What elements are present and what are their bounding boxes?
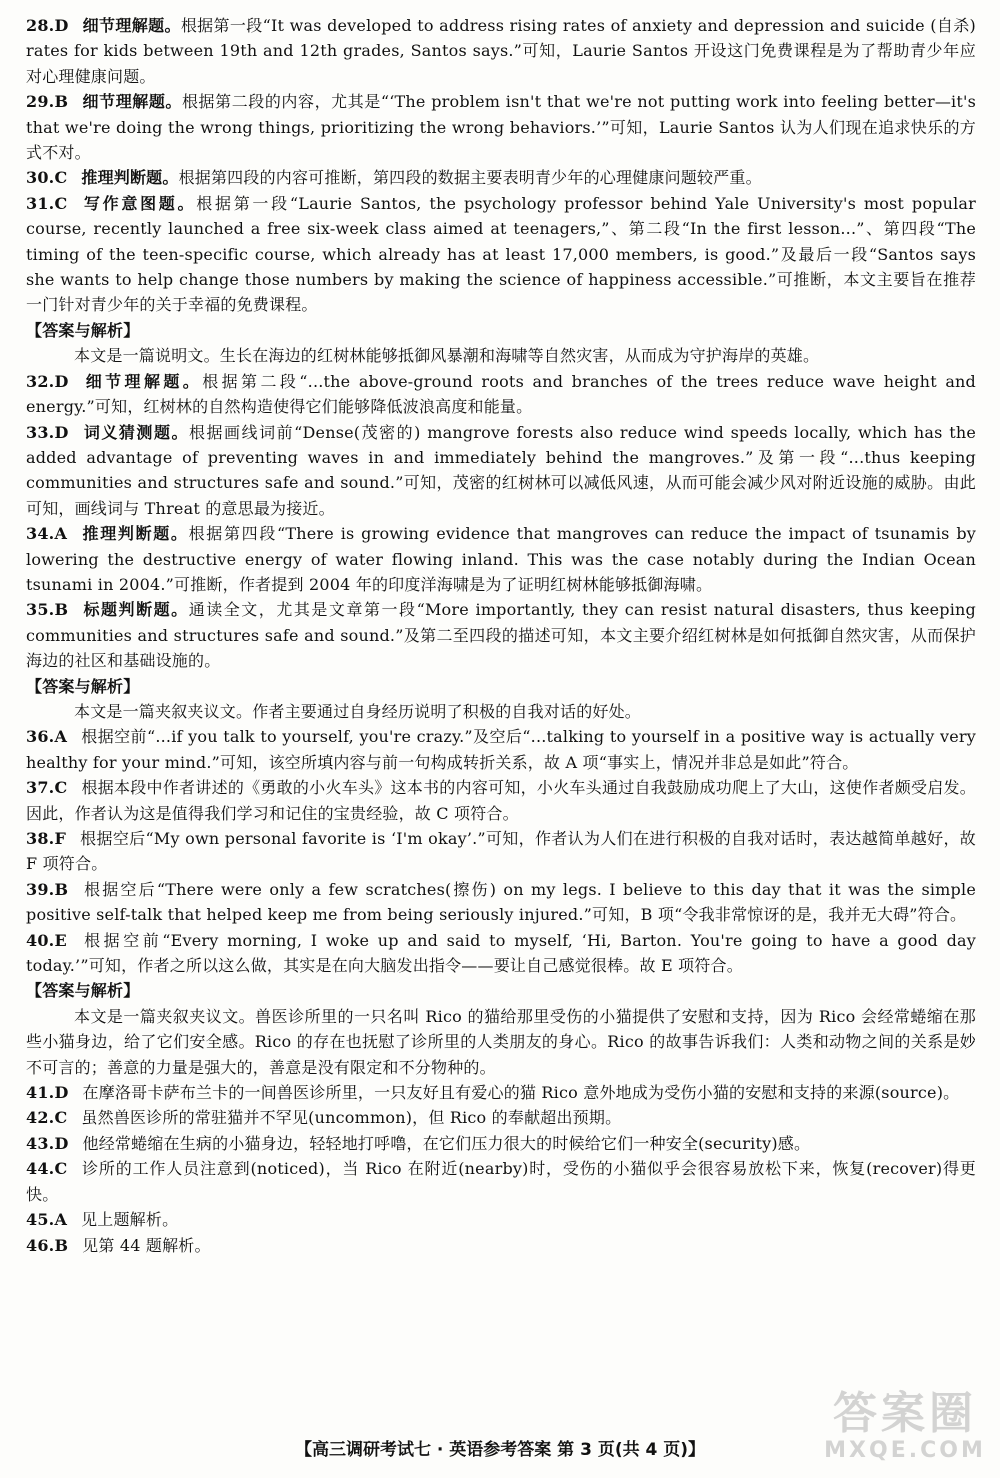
section-c [26, 674, 976, 979]
answer-item-32: 32.D 细节理解题。根据第二段“...the above-ground roots and branches of the trees reduce wave height and energy.”可知，红树林的自然构造使得它们能够降低波浪高度和能量。 [26, 371, 977, 417]
answer-item-39: 39.B 根据空后“There were only a few scratches(擦伤) on my legs. I believe to this day that it was the simple positive self-talk that helped keep me from being seriously injured.”可知，B 项“令我非常惊讶的是，我并无大碍”符合。 [26, 879, 976, 925]
answer-item-33: 33.D 词义猜测题。根据画线词前“Dense(茂密的) mangrove forests also reduce wind speeds locally, which has the added advantage of preventing waves in and immediately behind the mangroves.”及第一段“...thus keeping communities and structures safe and sound.”可知，茂密的红树林可以减低风速，从而可能会减少风对附近设施的威胁。由此可知，画线词与 Threat 的意思最为接近。 [26, 422, 977, 518]
answer-item-31: 31.C 写作意图题。根据第一段“Laurie Santos, the psychology professor behind Yale University's most popular course, recently launched a free six-week class aimed at teenagers,”、第二段“In the first lesson...”、第四段“The timing of the teen-specific course, which already has at least 17,000 members, is good.”及最后一段“Santos says she wants to help change those numbers by making the science of happiness accessible.”可推断，本文主要旨在推荐一门针对青少年的关于幸福的免费课程。 [26, 193, 977, 315]
section-heading: 【答案与解析】 [26, 676, 140, 696]
section-intro: 本文是一篇夹叙夹议文。作者主要通过自身经历说明了积极的自我对话的好处。 [74, 701, 642, 721]
watermark-logo [820, 1390, 990, 1470]
answer-item-41: 41.D 在摩洛哥卡萨布兰卡的一间兽医诊所里，一只友好且有爱心的猫 Rico 意外地成为受伤小猫的安慰和支持的来源(source)。 [26, 1083, 960, 1103]
answer-item-36: 36.A 根据空前“...if you talk to yourself, you're crazy.”及空后“...talking to yourself in a positive way is actually very healthy for your mind.”可知，该空所填内容与前一句构成转折关系，故 A 项“事实上，情况并非总是如此”符合。 [26, 727, 976, 772]
page-footer: 【高三调研考试七 · 英语参考答案 第 3 页(共 4 页)】 [294, 1440, 706, 1460]
section-intro: 本文是一篇夹叙夹议文。兽医诊所里的一只名叫 Rico 的猫给那里受伤的小猫提供了安慰和支持，因为 Rico 会经常蜷缩在那些小猫身边，给了它们安全感。Rico 的存在也抚慰了诊所里的人类朋友的身心。Rico 的故事告诉我们：人类和动物之间的关系是妙不可言的；善意的力量是强大的，善意是没有限定和不分物种的。 [26, 1006, 976, 1077]
answer-item-42: 42.C 虽然兽医诊所的常驻猫并不罕见(uncommon)，但 Rico 的奉献超出预期。 [26, 1108, 622, 1128]
section-d [26, 978, 976, 1257]
section-b [26, 318, 976, 674]
answer-item-34: 34.A 推理判断题。根据第四段“There is growing evidence that mangroves can reduce the impact of tsunamis by lowering the destructive energy of water flowing inland. This was the case notably during the Indian Ocean tsunami in 2004.”可推断，作者提到 2004 年的印度洋海啸是为了证明红树林能够抵御海啸。 [26, 524, 977, 594]
answer-item-28: 28.D 细节理解题。根据第一段“It was developed to address rising rates of anxiety and depression and suicide (自杀) rates for kids between 19th and 12th grades, Santos says.”可知，Laurie Santos 开设这门免费课程是为了帮助青少年应对心理健康问题。 [26, 16, 976, 86]
answer-item-46: 46.B 见第 44 题解析。 [26, 1235, 211, 1255]
answer-item-38: 38.F 根据空后“My own personal favorite is ‘I'm okay’.”可知，作者认为人们在进行积极的自我对话时，表达越简单越好，故 F 项符合。 [26, 829, 976, 874]
watermark-line2: MXQE.COM [824, 1438, 986, 1463]
answer-item-37: 37.C 根据本段中作者讲述的《勇敢的小火车头》这本书的内容可知，小火车头通过自我鼓励成功爬上了大山，这使作者颇受启发。因此，作者认为这是值得我们学习和记住的宝贵经验，故 C 项符合。 [26, 778, 976, 823]
answer-item-44: 44.C 诊所的工作人员注意到(noticed)，当 Rico 在附近(nearby)时，受伤的小猫似乎会很容易放松下来，恢复(recover)得更快。 [26, 1159, 976, 1204]
section-a [26, 13, 976, 318]
watermark-line1: 答案圈 [833, 1388, 977, 1439]
section-heading: 【答案与解析】 [26, 981, 140, 1001]
answer-item-35: 35.B 标题判断题。通读全文，尤其是文章第一段“More importantly, they can resist natural disasters, thus keeping communities and structures safe and sound.”及第二至四段的描述可知，本文主要介绍红树林是如何抵御自然灾害，从而保护海边的社区和基础设施的。 [26, 600, 977, 671]
answer-item-40: 40.E 根据空前“Every morning, I woke up and said to myself, ‘Hi, Barton. You're going to have a good day today.’”可知，作者之所以这么做，其实是在向大脑发出指令——要让自己感觉很棒。故 E 项符合。 [26, 930, 976, 976]
answer-item-29: 29.B 细节理解题。根据第二段的内容，尤其是“‘The problem isn't that we're not putting work into feeling better—it's that we're doing the wrong things, prioritizing the wrong behaviors.’”可知，Laurie Santos 认为人们现在追求快乐的方式不对。 [26, 92, 976, 163]
section-heading: 【答案与解析】 [26, 320, 140, 340]
section-intro: 本文是一篇说明文。生长在海边的红树林能够抵御风暴潮和海啸等自然灾害，从而成为守护海岸的英雄。 [74, 346, 820, 366]
page-content [26, 13, 976, 1258]
answer-item-43: 43.D 他经常蜷缩在生病的小猫身边，轻轻地打呼噜，在它们压力很大的时候给它们一种安全(security)感。 [26, 1133, 811, 1153]
answer-item-45: 45.A 见上题解析。 [26, 1210, 179, 1230]
answer-item-30: 30.C 推理判断题。根据第四段的内容可推断，第四段的数据主要表明青少年的心理健康问题较严重。 [26, 168, 762, 188]
